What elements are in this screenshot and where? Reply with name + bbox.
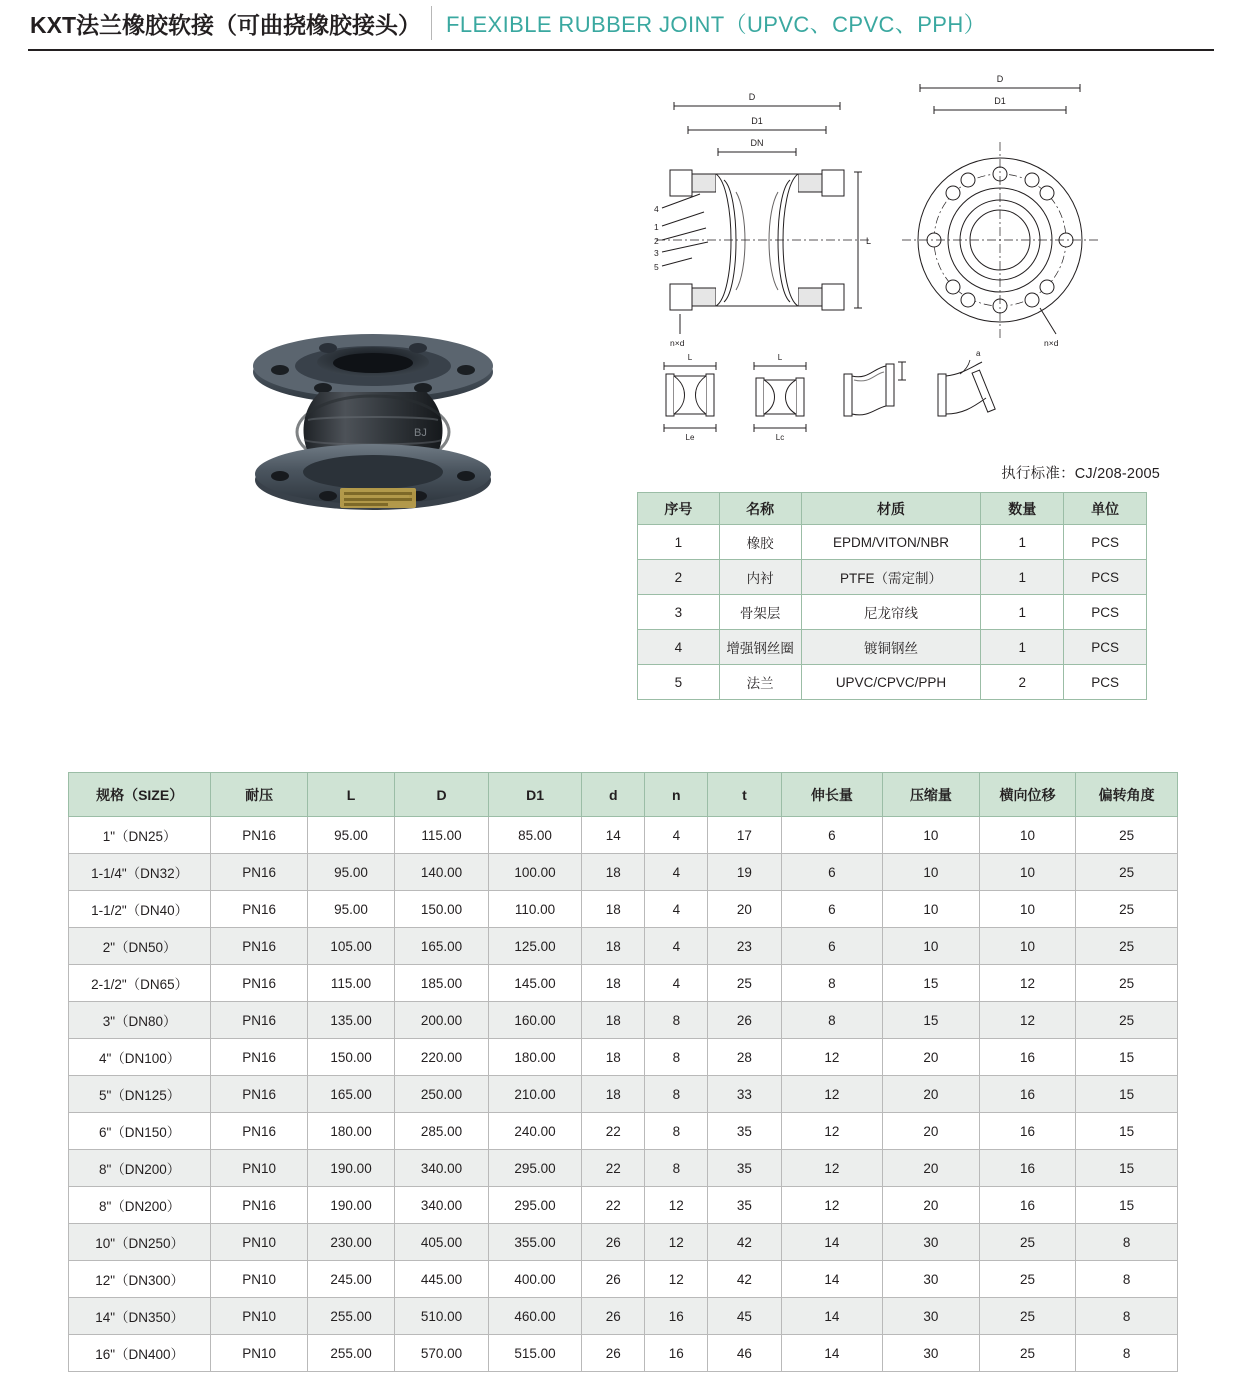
parts-cell: 法兰 <box>719 665 801 700</box>
parts-cell: 橡胶 <box>719 525 801 560</box>
spec-cell: 26 <box>708 1002 781 1039</box>
svg-text:L: L <box>777 353 783 362</box>
spec-header-pressure: 耐压 <box>211 773 308 817</box>
spec-cell: 6"（DN150） <box>69 1113 211 1150</box>
spec-cell: 210.00 <box>488 1076 582 1113</box>
spec-cell: 26 <box>582 1335 645 1372</box>
spec-cell: 15 <box>883 965 980 1002</box>
spec-cell: 4 <box>645 854 708 891</box>
parts-cell: PTFE（需定制） <box>801 560 981 595</box>
spec-cell: 190.00 <box>307 1187 394 1224</box>
spec-cell: 190.00 <box>307 1150 394 1187</box>
table-row <box>69 891 1178 928</box>
spec-cell: 10 <box>979 854 1076 891</box>
spec-cell: 25 <box>979 1261 1076 1298</box>
product-photo <box>228 320 518 540</box>
spec-cell: PN10 <box>211 1298 308 1335</box>
spec-cell: 250.00 <box>395 1076 489 1113</box>
spec-cell: 14"（DN350） <box>69 1298 211 1335</box>
spec-cell: 18 <box>582 965 645 1002</box>
parts-header-no: 序号 <box>638 493 720 525</box>
spec-cell: 140.00 <box>395 854 489 891</box>
spec-cell: 105.00 <box>307 928 394 965</box>
table-row <box>69 1335 1178 1372</box>
spec-cell: PN10 <box>211 1335 308 1372</box>
spec-cell: 23 <box>708 928 781 965</box>
parts-cell: 镀铜钢丝 <box>801 630 981 665</box>
spec-cell: 22 <box>582 1113 645 1150</box>
svg-text:n×d: n×d <box>670 338 685 348</box>
spec-cell: 1-1/2"（DN40） <box>69 891 211 928</box>
spec-header-t: t <box>708 773 781 817</box>
spec-cell: 4 <box>645 928 708 965</box>
table-row <box>69 1187 1178 1224</box>
spec-cell: 255.00 <box>307 1298 394 1335</box>
spec-cell: 35 <box>708 1187 781 1224</box>
svg-text:D1: D1 <box>994 96 1006 106</box>
svg-text:n×d: n×d <box>1044 338 1059 348</box>
spec-cell: 515.00 <box>488 1335 582 1372</box>
spec-cell: 10 <box>883 817 980 854</box>
spec-cell: PN16 <box>211 854 308 891</box>
spec-cell: PN16 <box>211 928 308 965</box>
spec-cell: 16 <box>645 1298 708 1335</box>
spec-cell: 12 <box>781 1113 883 1150</box>
spec-cell: 19 <box>708 854 781 891</box>
spec-cell: 10 <box>883 891 980 928</box>
spec-cell: PN16 <box>211 1002 308 1039</box>
svg-text:4: 4 <box>654 204 659 214</box>
svg-text:L: L <box>866 236 872 246</box>
spec-cell: 255.00 <box>307 1335 394 1372</box>
spec-cell: PN16 <box>211 817 308 854</box>
spec-cell: 4"（DN100） <box>69 1039 211 1076</box>
spec-header-l: L <box>307 773 394 817</box>
spec-cell: 14 <box>582 817 645 854</box>
spec-cell: 8 <box>645 1076 708 1113</box>
spec-cell: 245.00 <box>307 1261 394 1298</box>
spec-cell: 10 <box>979 817 1076 854</box>
table-row <box>638 560 1147 595</box>
spec-cell: 2-1/2"（DN65） <box>69 965 211 1002</box>
parts-cell: UPVC/CPVC/PPH <box>801 665 981 700</box>
spec-cell: 25 <box>979 1298 1076 1335</box>
spec-cell: 12 <box>979 1002 1076 1039</box>
spec-header-elongation: 伸长量 <box>781 773 883 817</box>
table-row <box>69 1224 1178 1261</box>
spec-cell: 95.00 <box>307 817 394 854</box>
table-row <box>69 1039 1178 1076</box>
spec-cell: 355.00 <box>488 1224 582 1261</box>
title-divider <box>431 6 432 40</box>
spec-cell: 150.00 <box>395 891 489 928</box>
spec-cell: 8 <box>781 965 883 1002</box>
spec-cell: 12 <box>645 1261 708 1298</box>
spec-cell: 18 <box>582 928 645 965</box>
spec-cell: 16"（DN400） <box>69 1335 211 1372</box>
spec-cell: 5"（DN125） <box>69 1076 211 1113</box>
svg-text:D1: D1 <box>751 116 763 126</box>
spec-cell: 200.00 <box>395 1002 489 1039</box>
spec-cell: 180.00 <box>307 1113 394 1150</box>
spec-cell: 285.00 <box>395 1113 489 1150</box>
parts-cell: 4 <box>638 630 720 665</box>
spec-cell: 35 <box>708 1150 781 1187</box>
spec-cell: 30 <box>883 1298 980 1335</box>
spec-cell: 22 <box>582 1150 645 1187</box>
spec-cell: 295.00 <box>488 1150 582 1187</box>
svg-text:a: a <box>976 349 981 358</box>
spec-cell: 18 <box>582 854 645 891</box>
spec-header-d: D <box>395 773 489 817</box>
spec-cell: 12 <box>781 1039 883 1076</box>
svg-text:D: D <box>996 74 1004 84</box>
spec-cell: 16 <box>979 1150 1076 1187</box>
spec-cell: 22 <box>582 1187 645 1224</box>
spec-cell: 15 <box>1076 1187 1178 1224</box>
spec-cell: 6 <box>781 817 883 854</box>
parts-cell: 1 <box>981 595 1064 630</box>
spec-cell: 20 <box>883 1150 980 1187</box>
spec-cell: 240.00 <box>488 1113 582 1150</box>
header-rule <box>28 49 1214 51</box>
spec-cell: 18 <box>582 1002 645 1039</box>
spec-cell: 12 <box>979 965 1076 1002</box>
table-row <box>69 854 1178 891</box>
spec-cell: 20 <box>708 891 781 928</box>
spec-cell: 18 <box>582 891 645 928</box>
spec-cell: PN16 <box>211 965 308 1002</box>
spec-cell: 135.00 <box>307 1002 394 1039</box>
spec-cell: 16 <box>645 1335 708 1372</box>
table-row <box>69 1298 1178 1335</box>
parts-header-unit: 单位 <box>1064 493 1147 525</box>
spec-table-header-row <box>69 773 1178 817</box>
spec-cell: 14 <box>781 1298 883 1335</box>
parts-cell: 3 <box>638 595 720 630</box>
spec-cell: 25 <box>708 965 781 1002</box>
spec-cell: 26 <box>582 1298 645 1335</box>
spec-cell: 20 <box>883 1076 980 1113</box>
spec-cell: 8 <box>645 1039 708 1076</box>
spec-cell: 16 <box>979 1113 1076 1150</box>
parts-table <box>637 492 1147 700</box>
parts-cell: 1 <box>981 525 1064 560</box>
parts-cell: 尼龙帘线 <box>801 595 981 630</box>
spec-cell: 17 <box>708 817 781 854</box>
spec-cell: 6 <box>781 928 883 965</box>
spec-cell: PN16 <box>211 891 308 928</box>
spec-cell: 110.00 <box>488 891 582 928</box>
page-header <box>0 0 1242 50</box>
spec-cell: 12 <box>645 1224 708 1261</box>
spec-cell: 12 <box>781 1187 883 1224</box>
parts-cell: EPDM/VITON/NBR <box>801 525 981 560</box>
spec-cell: 100.00 <box>488 854 582 891</box>
svg-text:L: L <box>687 353 693 362</box>
spec-cell: 15 <box>1076 1150 1178 1187</box>
spec-cell: 15 <box>1076 1076 1178 1113</box>
spec-cell: 8 <box>781 1002 883 1039</box>
spec-cell: 26 <box>582 1261 645 1298</box>
spec-cell: 35 <box>708 1113 781 1150</box>
spec-cell: 8 <box>645 1113 708 1150</box>
spec-cell: 14 <box>781 1335 883 1372</box>
spec-cell: 510.00 <box>395 1298 489 1335</box>
spec-cell: 16 <box>979 1076 1076 1113</box>
spec-cell: 25 <box>1076 891 1178 928</box>
spec-cell: 25 <box>1076 1002 1178 1039</box>
spec-cell: 20 <box>883 1187 980 1224</box>
spec-cell: 8 <box>1076 1335 1178 1372</box>
spec-cell: 4 <box>645 817 708 854</box>
spec-cell: 165.00 <box>307 1076 394 1113</box>
spec-cell: 12 <box>781 1150 883 1187</box>
parts-header-qty: 数量 <box>981 493 1064 525</box>
spec-cell: 160.00 <box>488 1002 582 1039</box>
spec-cell: PN10 <box>211 1261 308 1298</box>
table-row <box>69 1002 1178 1039</box>
spec-cell: 42 <box>708 1224 781 1261</box>
spec-cell: 20 <box>883 1113 980 1150</box>
spec-cell: 45 <box>708 1298 781 1335</box>
spec-cell: 405.00 <box>395 1224 489 1261</box>
specification-table <box>68 772 1178 1372</box>
parts-cell: 2 <box>981 665 1064 700</box>
table-row <box>69 928 1178 965</box>
spec-cell: 14 <box>781 1261 883 1298</box>
spec-cell: 10"（DN250） <box>69 1224 211 1261</box>
spec-cell: 180.00 <box>488 1039 582 1076</box>
spec-cell: 12 <box>781 1076 883 1113</box>
spec-cell: 25 <box>1076 817 1178 854</box>
spec-cell: 25 <box>979 1224 1076 1261</box>
spec-cell: 25 <box>1076 965 1178 1002</box>
spec-cell: 3"（DN80） <box>69 1002 211 1039</box>
parts-cell: PCS <box>1064 665 1147 700</box>
spec-header-d1: D1 <box>488 773 582 817</box>
spec-header-n: n <box>645 773 708 817</box>
spec-cell: 1"（DN25） <box>69 817 211 854</box>
table-row <box>69 965 1178 1002</box>
svg-text:3: 3 <box>654 248 659 258</box>
spec-header-angular: 偏转角度 <box>1076 773 1178 817</box>
spec-cell: 18 <box>582 1039 645 1076</box>
spec-cell: 460.00 <box>488 1298 582 1335</box>
spec-cell: 15 <box>883 1002 980 1039</box>
spec-cell: 10 <box>883 854 980 891</box>
table-row <box>638 595 1147 630</box>
parts-cell: PCS <box>1064 525 1147 560</box>
spec-cell: 25 <box>979 1335 1076 1372</box>
spec-cell: 4 <box>645 891 708 928</box>
svg-text:Lc: Lc <box>775 433 785 442</box>
spec-cell: 8 <box>1076 1298 1178 1335</box>
execution-standard: 执行标准：CJ/208-2005 <box>1001 466 1160 482</box>
parts-cell: 内衬 <box>719 560 801 595</box>
spec-cell: 95.00 <box>307 854 394 891</box>
parts-header-material: 材质 <box>801 493 981 525</box>
spec-cell: 340.00 <box>395 1187 489 1224</box>
parts-cell: 增强钢丝圈 <box>719 630 801 665</box>
svg-text:5: 5 <box>654 262 659 272</box>
spec-cell: 20 <box>883 1039 980 1076</box>
page-title-cn: KXT法兰橡胶软接（可曲挠橡胶接头） <box>30 11 421 38</box>
spec-cell: 18 <box>582 1076 645 1113</box>
table-row <box>638 665 1147 700</box>
table-row <box>69 1150 1178 1187</box>
spec-cell: 165.00 <box>395 928 489 965</box>
spec-cell: 8 <box>645 1150 708 1187</box>
spec-cell: PN10 <box>211 1224 308 1261</box>
page-title-en: FLEXIBLE RUBBER JOINT（UPVC、CPVC、PPH） <box>446 11 987 37</box>
spec-cell: 4 <box>645 965 708 1002</box>
spec-cell: 85.00 <box>488 817 582 854</box>
table-row <box>69 817 1178 854</box>
spec-cell: 220.00 <box>395 1039 489 1076</box>
technical-drawings <box>640 62 1160 462</box>
spec-cell: 115.00 <box>307 965 394 1002</box>
spec-cell: 10 <box>883 928 980 965</box>
spec-cell: 25 <box>1076 928 1178 965</box>
svg-text:BJ: BJ <box>414 427 427 439</box>
spec-cell: 95.00 <box>307 891 394 928</box>
svg-text:D: D <box>748 92 756 102</box>
spec-cell: 30 <box>883 1335 980 1372</box>
parts-cell: PCS <box>1064 630 1147 665</box>
spec-cell: 125.00 <box>488 928 582 965</box>
parts-cell: 1 <box>981 560 1064 595</box>
spec-cell: 145.00 <box>488 965 582 1002</box>
parts-cell: PCS <box>1064 595 1147 630</box>
spec-cell: 30 <box>883 1224 980 1261</box>
spec-cell: 25 <box>1076 854 1178 891</box>
spec-cell: 15 <box>1076 1113 1178 1150</box>
spec-cell: 1-1/4"（DN32） <box>69 854 211 891</box>
spec-cell: 230.00 <box>307 1224 394 1261</box>
parts-cell: 2 <box>638 560 720 595</box>
spec-cell: 8"（DN200） <box>69 1150 211 1187</box>
table-row <box>638 630 1147 665</box>
table-row <box>69 1113 1178 1150</box>
spec-cell: 185.00 <box>395 965 489 1002</box>
spec-cell: 12 <box>645 1187 708 1224</box>
spec-header-d-small: d <box>582 773 645 817</box>
spec-cell: 570.00 <box>395 1335 489 1372</box>
spec-cell: 30 <box>883 1261 980 1298</box>
spec-cell: 2"（DN50） <box>69 928 211 965</box>
parts-table-header-row <box>638 493 1147 525</box>
spec-cell: 15 <box>1076 1039 1178 1076</box>
parts-cell: 骨架层 <box>719 595 801 630</box>
spec-cell: PN16 <box>211 1039 308 1076</box>
spec-cell: 10 <box>979 928 1076 965</box>
svg-text:1: 1 <box>654 222 659 232</box>
table-row <box>69 1261 1178 1298</box>
spec-cell: 150.00 <box>307 1039 394 1076</box>
spec-cell: PN10 <box>211 1150 308 1187</box>
spec-cell: 12"（DN300） <box>69 1261 211 1298</box>
spec-cell: PN16 <box>211 1187 308 1224</box>
spec-cell: 295.00 <box>488 1187 582 1224</box>
table-row <box>69 1076 1178 1113</box>
svg-text:DN: DN <box>750 138 764 148</box>
spec-cell: 400.00 <box>488 1261 582 1298</box>
parts-header-name: 名称 <box>719 493 801 525</box>
svg-text:Le: Le <box>685 433 695 442</box>
spec-cell: 33 <box>708 1076 781 1113</box>
spec-cell: 8 <box>1076 1261 1178 1298</box>
spec-cell: 8 <box>645 1002 708 1039</box>
spec-cell: 46 <box>708 1335 781 1372</box>
parts-cell: 1 <box>638 525 720 560</box>
spec-cell: 8"（DN200） <box>69 1187 211 1224</box>
parts-cell: 5 <box>638 665 720 700</box>
spec-cell: 6 <box>781 854 883 891</box>
spec-cell: 26 <box>582 1224 645 1261</box>
spec-cell: 16 <box>979 1187 1076 1224</box>
spec-cell: 10 <box>979 891 1076 928</box>
spec-cell: PN16 <box>211 1076 308 1113</box>
spec-cell: 115.00 <box>395 817 489 854</box>
spec-cell: 340.00 <box>395 1150 489 1187</box>
spec-header-lateral: 横向位移 <box>979 773 1076 817</box>
spec-cell: 6 <box>781 891 883 928</box>
parts-cell: PCS <box>1064 560 1147 595</box>
spec-cell: 14 <box>781 1224 883 1261</box>
spec-cell: 28 <box>708 1039 781 1076</box>
spec-cell: 16 <box>979 1039 1076 1076</box>
spec-header-size: 规格（SIZE） <box>69 773 211 817</box>
spec-cell: 445.00 <box>395 1261 489 1298</box>
parts-cell: 1 <box>981 630 1064 665</box>
spec-cell: PN16 <box>211 1113 308 1150</box>
spec-header-compression: 压缩量 <box>883 773 980 817</box>
svg-text:2: 2 <box>654 236 659 246</box>
table-row <box>638 525 1147 560</box>
spec-cell: 42 <box>708 1261 781 1298</box>
spec-cell: 8 <box>1076 1224 1178 1261</box>
